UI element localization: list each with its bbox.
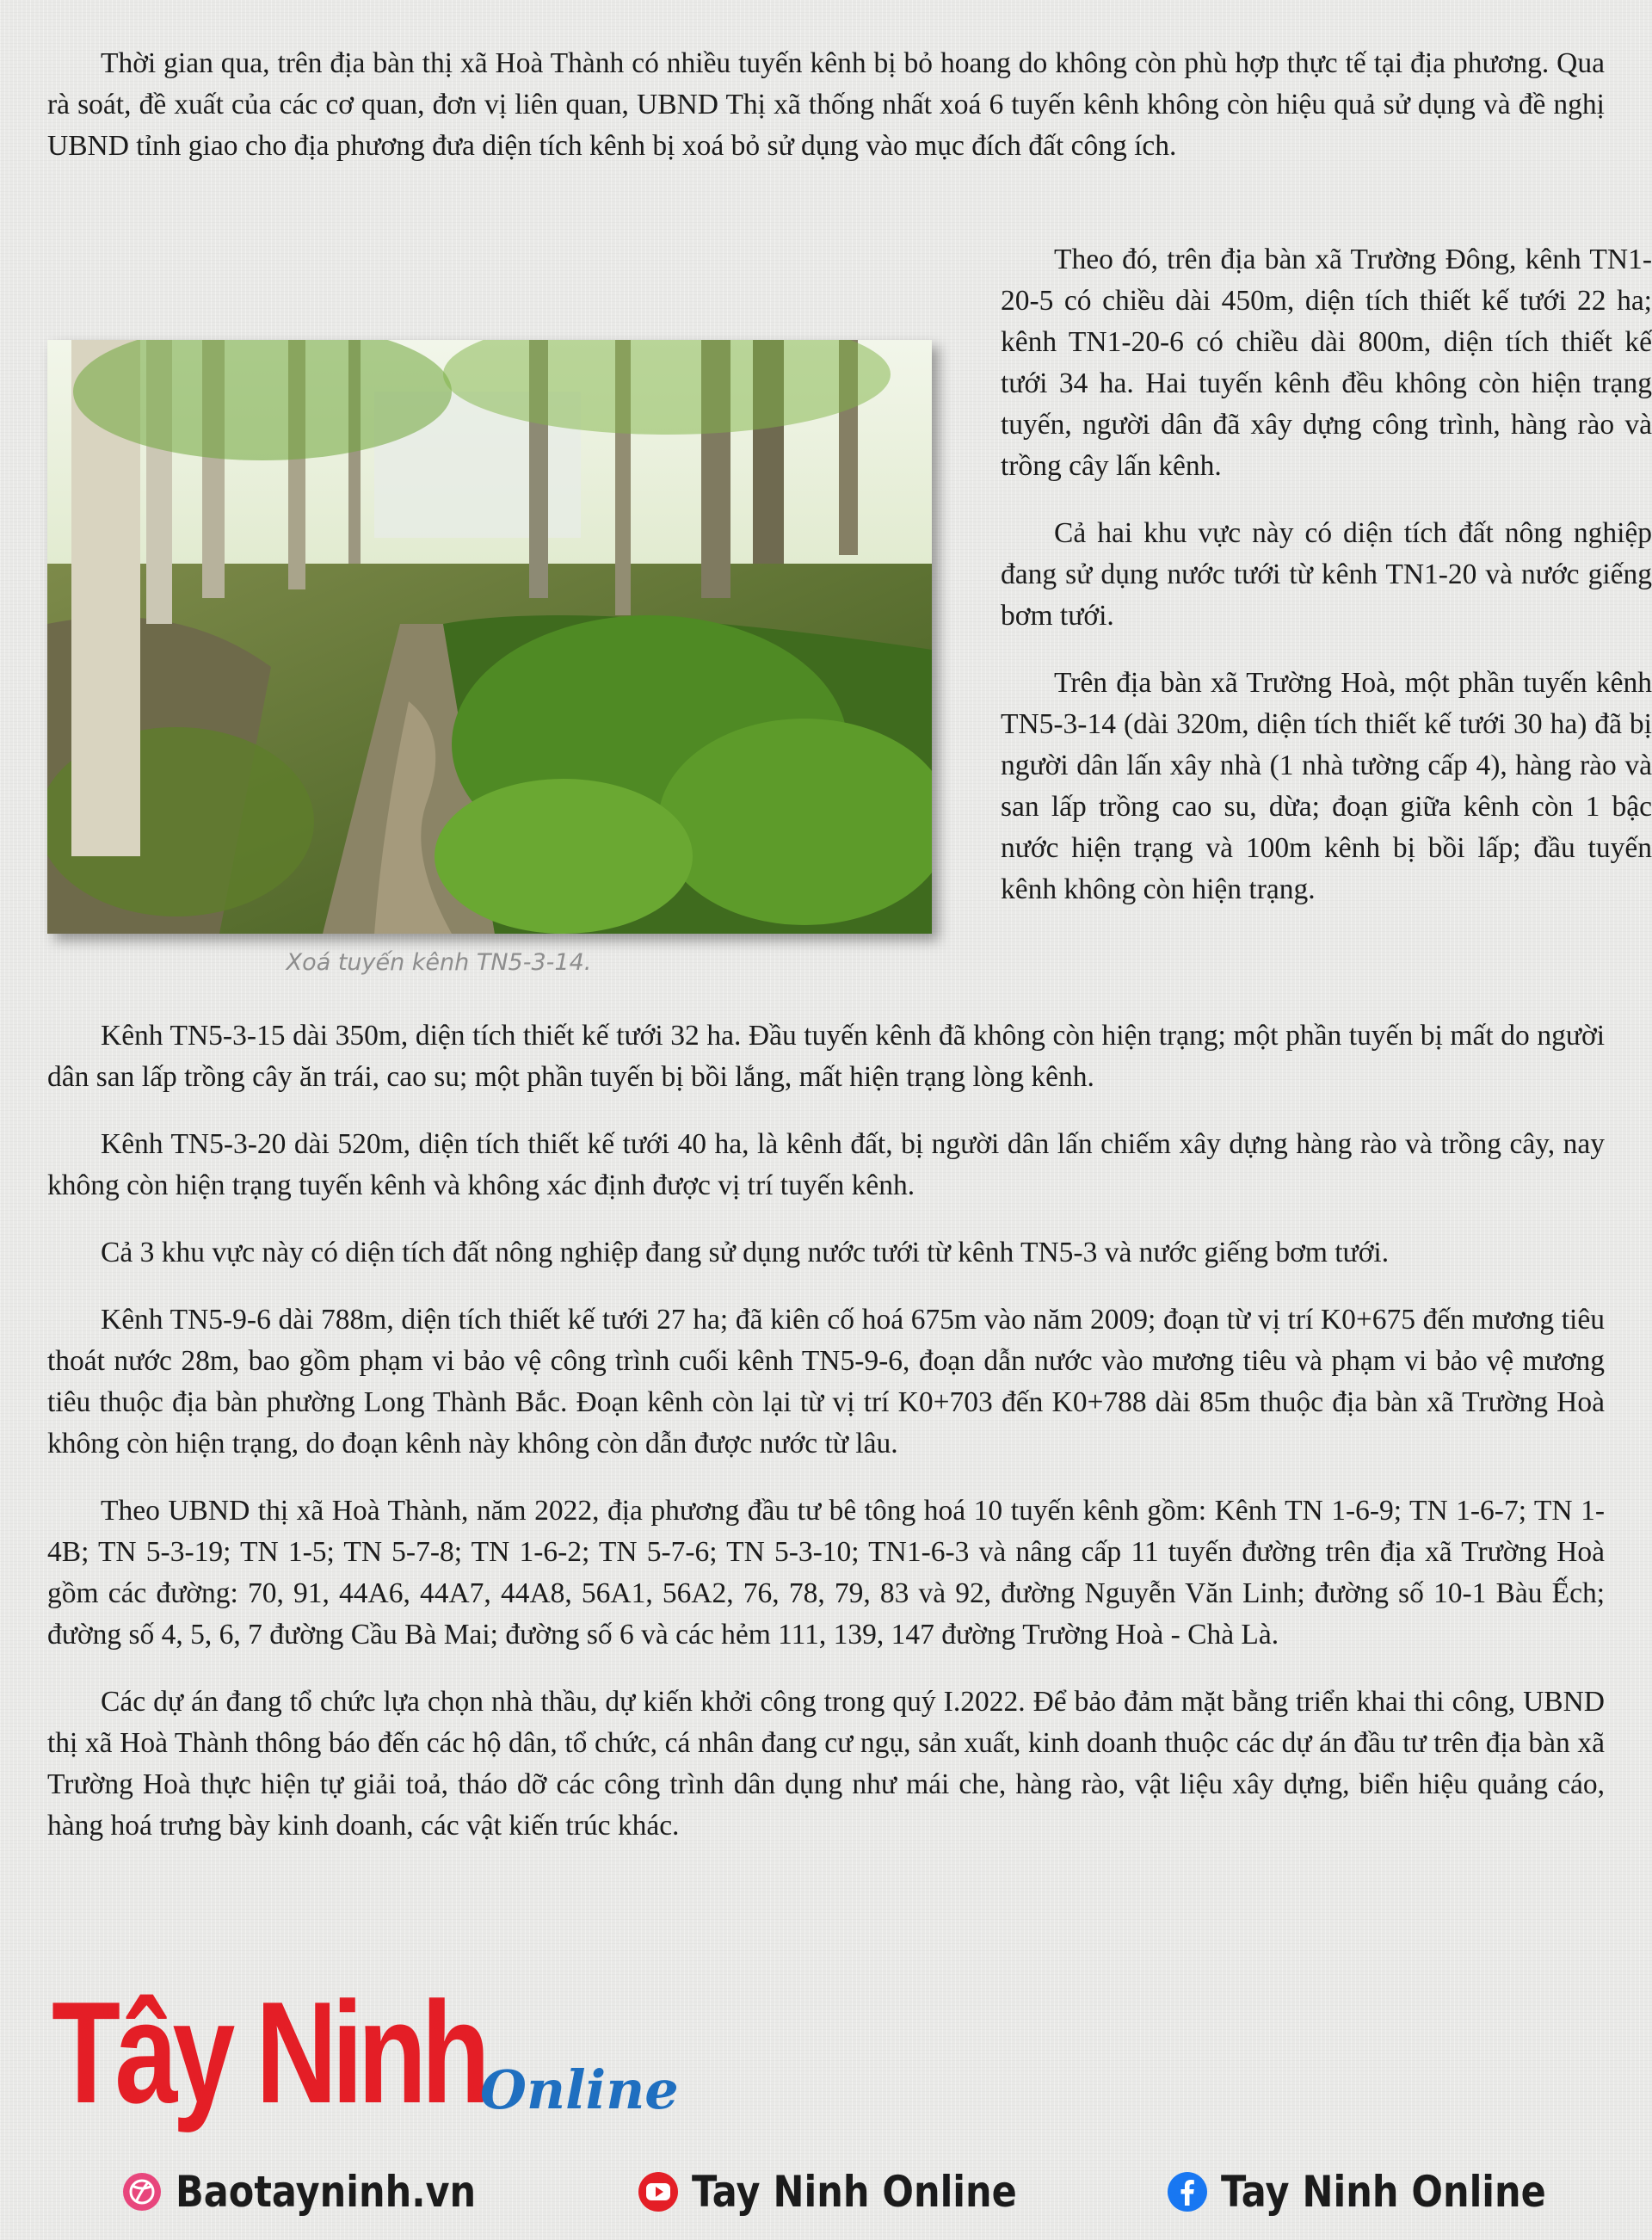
body-paragraph: Kênh TN5-3-20 dài 520m, diện tích thiết kế tưới 40 ha, là kênh đất, bị người dân lấn chiếm xây dựng hàng rào và trồng cây, nay không còn hiện trạng tuyến kênh và không xác định được vị trí tuyến kênh. [47,1128,1605,1201]
facebook-icon [1166,2170,1209,2213]
dribbble-icon [120,2170,163,2213]
body-paragraph: Kênh TN5-3-15 dài 350m, diện tích thiết kế tưới 32 ha. Đầu tuyến kênh đã không còn hiện trạng; một phần tuyến bị mất do người dân san lấp trồng cây ăn trái, cao su; một phần tuyến bị bồi lắng, mất hiện trạng lòng kênh. [47,1020,1605,1093]
website-link[interactable] [120,2164,525,2219]
brand-tagline: Online [480,2058,679,2121]
full-width-body [47,1015,1605,1847]
body-paragraph: Theo UBND thị xã Hoà Thành, năm 2022, địa phương đầu tư bê tông hoá 10 tuyến kênh gồm: Kênh TN 1-6-9; TN 1-6-7; TN 1-4B; TN 5-3-19; TN 1-5; TN 5-7-8; TN 1-6-2; TN 5-7-6; TN 5-3-10; TN1-6-3 và nâng cấp 11 tuyến đường trên địa xã Trường Hoà gồm các đường: 70, 91, 44A6, 44A7, 44A8, 56A1, 56A2, 76, 78, 79, 83 và 92, đường Nguyễn Văn Linh; đường số 10-1 Bàu Ếch; đường số 4, 5, 6, 7 đường Cầu Bà Mai; đường số 6 và các hẻm 111, 139, 147 đường Trường Hoà - Chà Là. [47,1495,1605,1651]
photo-caption: Xoá tuyến kênh TN5-3-14. [286,949,592,976]
facebook-label: Tay Ninh Online [1221,2167,1546,2217]
side-paragraph: Cả hai khu vực này có diện tích đất nông nghiệp đang sử dụng nước tưới từ kênh TN1-20 và nước giếng bơm tưới. [1001,517,1652,632]
intro-paragraph: Thời gian qua, trên địa bàn thị xã Hoà Thành có nhiều tuyến kênh bị bỏ hoang do không còn phù hợp thực tế tại địa phương. Qua rà soát, đề xuất của các cơ quan, đơn vị liên quan, UBND Thị xã thống nhất xoá 6 tuyến kênh không còn hiệu quả sử dụng và đề nghị UBND tỉnh giao cho địa phương đưa diện tích kênh bị xoá bỏ sử dụng vào mục đích đất công ích. [47,47,1605,162]
facebook-link[interactable] [1166,2164,1599,2219]
body-paragraph: Kênh TN5-9-6 dài 788m, diện tích thiết kế tưới 27 ha; đã kiên cố hoá 675m vào năm 2009; đoạn từ vị trí K0+675 đến mương tiêu thoát nước 28m, bao gồm phạm vi bảo vệ công trình cuối kênh TN5-9-6, đoạn dẫn nước vào mương tiêu và phạm vi bảo vệ mương tiêu thuộc địa bàn phường Long Thành Bắc. Đoạn kênh còn lại từ vị trí K0+703 đến K0+788 dài 85m thuộc địa bàn xã Trường Hoà không còn hiện trạng, do đoạn kênh này không còn dẫn được nước từ lâu. [47,1304,1605,1459]
side-paragraph: Trên địa bàn xã Trường Hoà, một phần tuyến kênh TN5-3-14 (dài 320m, diện tích thiết kế tưới 30 ha) đã bị người dân lấn xây nhà (1 nhà tường cấp 4), hàng rào và san lấp trồng cao su, dừa; đoạn giữa kênh còn 1 bậc nước hiện trạng và 100m kênh bị bồi lấp; đầu tuyến kênh không còn hiện trạng. [1001,667,1652,905]
brand-logo [52,1972,706,2133]
body-paragraph: Cả 3 khu vực này có diện tích đất nông nghiệp đang sử dụng nước tưới từ kênh TN5-3 và nước giếng bơm tưới. [101,1237,1390,1268]
youtube-link[interactable] [637,2164,1069,2219]
brand-name: Tây Ninh [52,1972,485,2133]
canal-photo [47,340,932,934]
body-paragraph: Các dự án đang tổ chức lựa chọn nhà thầu, dự kiến khởi công trong quý I.2022. Để bảo đảm mặt bằng triển khai thi công, UBND thị xã Hoà Thành thông báo đến các hộ dân, tổ chức, cá nhân đang cư ngụ, sản xuất, kinh doanh thuộc các dự án đầu tư trên địa bàn xã Trường Hoà thực hiện tự giải toả, tháo dỡ các công trình dân dụng như mái che, hàng rào, vật liệu xây dựng, biển hiệu quảng cáo, hàng hoá trưng bày kinh doanh, các vật kiến trúc khác. [47,1686,1605,1842]
youtube-label: Tay Ninh Online [692,2167,1017,2217]
youtube-icon [637,2170,680,2213]
article-figure [47,340,932,976]
side-column [1001,239,1652,910]
side-paragraph: Theo đó, trên địa bàn xã Trường Đông, kênh TN1-20-5 có chiều dài 450m, diện tích thiết kế tưới 22 ha; kênh TN1-20-6 có chiều dài 800m, diện tích thiết kế tưới 34 ha. Hai tuyến kênh đều không còn hiện trạng tuyến, người dân đã xây dựng công trình, hàng rào và trồng cây lấn kênh. [1001,244,1652,482]
website-label: Baotayninh.vn [176,2167,477,2217]
